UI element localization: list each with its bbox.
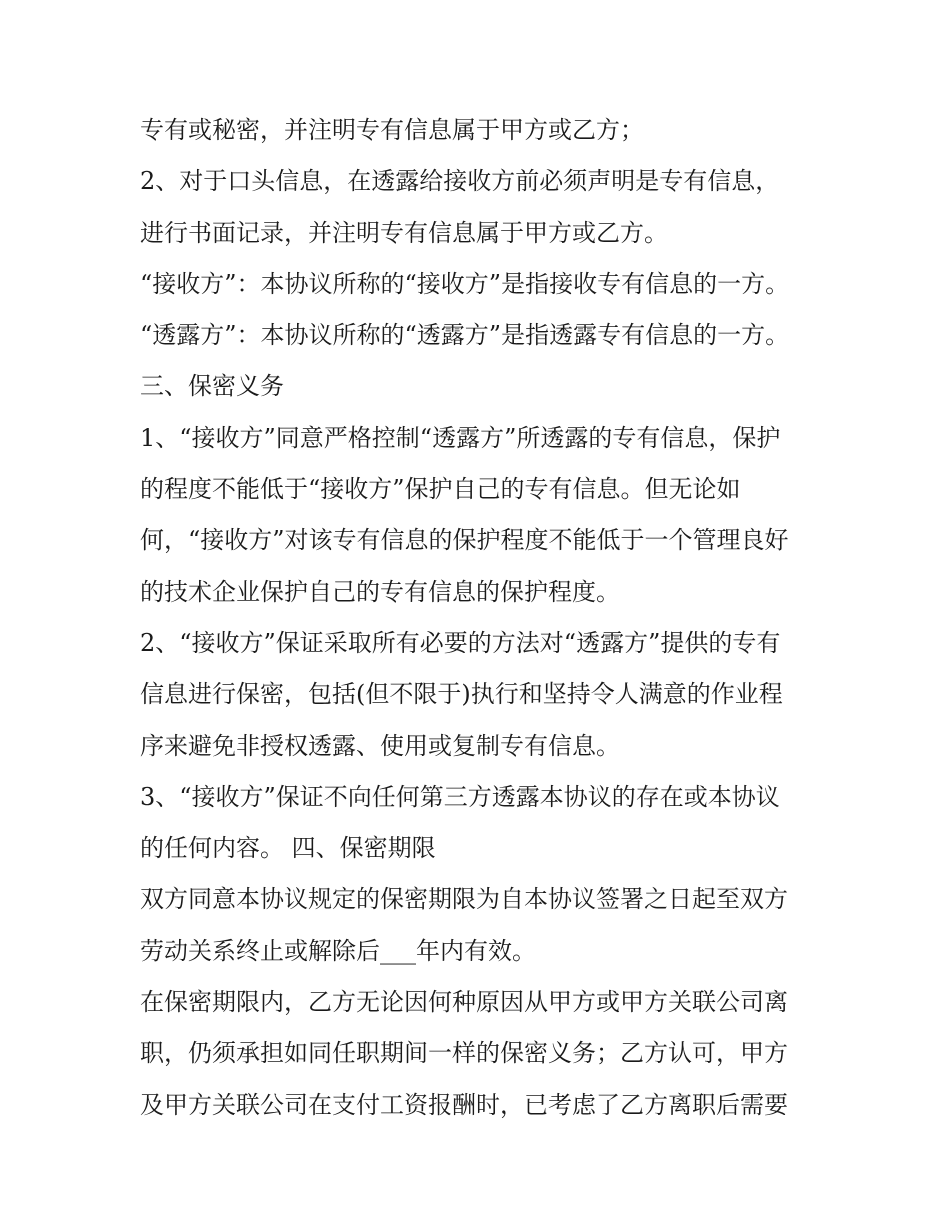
text-line: 在保密期限内，乙方无论因何种原因从甲方或甲方关联公司离	[140, 988, 788, 1017]
text-line: 劳动关系终止或解除后___年内有效。	[140, 936, 536, 965]
text-line: 2、“接收方”保证采取所有必要的方法对“透露方”提供的专有	[140, 628, 781, 657]
text-line: 3、“接收方”保证不向任何第三方透露本协议的存在或本协议	[140, 782, 780, 811]
text-line: 双方同意本协议规定的保密期限为自本协议签署之日起至双方	[140, 885, 788, 914]
document-body	[140, 105, 830, 1131]
text-line: 1、“接收方”同意严格控制“透露方”所透露的专有信息，保护	[140, 423, 781, 452]
text-line: 的任何内容。 四、保密期限	[140, 834, 436, 863]
text-line: “透露方”：本协议所称的“透露方”是指透露专有信息的一方。	[140, 321, 790, 350]
text-line: 何，“接收方”对该专有信息的保护程度不能低于一个管理良好	[140, 526, 789, 555]
text-line: 进行书面记录，并注明专有信息属于甲方或乙方。	[140, 218, 668, 247]
text-line: 的程度不能低于“接收方”保护自己的专有信息。但无论如	[140, 475, 741, 504]
text-line: 2、对于口头信息，在透露给接收方前必须声明是专有信息，	[140, 167, 780, 196]
text-line: 及甲方关联公司在支付工资报酬时，已考虑了乙方离职后需要	[140, 1090, 788, 1119]
section-heading: 三、保密义务	[140, 372, 284, 401]
text-line: 专有或秘密，并注明专有信息属于甲方或乙方；	[140, 116, 644, 144]
text-line: 信息进行保密，包括(但不限于)执行和坚持令人满意的作业程	[140, 680, 783, 709]
text-line: 序来避免非授权透露、使用或复制专有信息。	[140, 731, 620, 760]
text-line: “接收方”：本协议所称的“接收方”是指接收专有信息的一方。	[140, 269, 790, 298]
text-line: 的技术企业保护自己的专有信息的保护程度。	[140, 577, 620, 606]
text-line: 职，仍须承担如同任职期间一样的保密义务；乙方认可，甲方	[140, 1039, 788, 1068]
